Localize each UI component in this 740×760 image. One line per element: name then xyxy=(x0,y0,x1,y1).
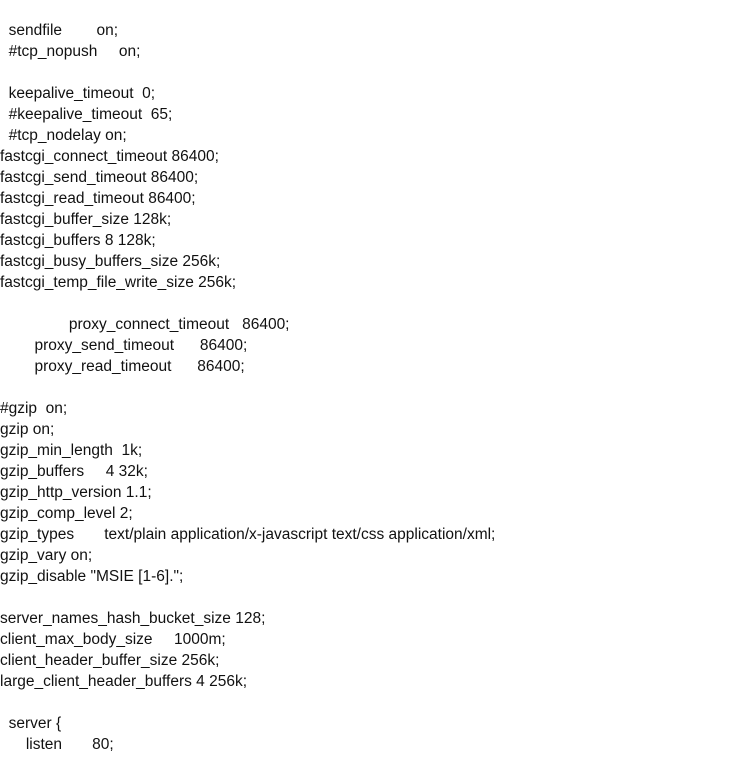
config-line: client_header_buffer_size 256k; xyxy=(0,652,220,669)
config-line: gzip_buffers 4 32k; xyxy=(0,463,148,480)
config-line: gzip_vary on; xyxy=(0,547,93,564)
config-line: #keepalive_timeout 65; xyxy=(0,106,173,123)
config-line: large_client_header_buffers 4 256k; xyxy=(0,673,248,690)
config-line: gzip_http_version 1.1; xyxy=(0,484,152,501)
config-line: fastcgi_buffers 8 128k; xyxy=(0,232,156,249)
config-line: sendfile on; xyxy=(0,22,119,39)
config-line: gzip_min_length 1k; xyxy=(0,442,143,459)
config-line: #tcp_nopush on; xyxy=(0,43,141,60)
config-line: gzip_comp_level 2; xyxy=(0,505,133,522)
config-line: #gzip on; xyxy=(0,400,68,417)
config-line: proxy_read_timeout 86400; xyxy=(0,358,245,375)
config-line: proxy_send_timeout 86400; xyxy=(0,337,248,354)
config-line: #tcp_nodelay on; xyxy=(0,127,127,144)
config-line: server_names_hash_bucket_size 128; xyxy=(0,610,266,627)
config-line: keepalive_timeout 0; xyxy=(0,85,156,102)
config-line: fastcgi_connect_timeout 86400; xyxy=(0,148,219,165)
config-line: fastcgi_read_timeout 86400; xyxy=(0,190,196,207)
config-line: gzip on; xyxy=(0,421,55,438)
config-line: fastcgi_send_timeout 86400; xyxy=(0,169,199,186)
config-line: fastcgi_temp_file_write_size 256k; xyxy=(0,274,237,291)
config-line: proxy_connect_timeout 86400; xyxy=(0,316,290,333)
config-line: listen 80; xyxy=(0,736,114,753)
config-line: gzip_types text/plain application/x-javascript text/css application/xml; xyxy=(0,526,496,543)
config-line: gzip_disable "MSIE [1-6]."; xyxy=(0,568,184,585)
config-line: server { xyxy=(0,715,62,732)
config-line: fastcgi_busy_buffers_size 256k; xyxy=(0,253,221,270)
config-line: client_max_body_size 1000m; xyxy=(0,631,226,648)
config-line: fastcgi_buffer_size 128k; xyxy=(0,211,172,228)
